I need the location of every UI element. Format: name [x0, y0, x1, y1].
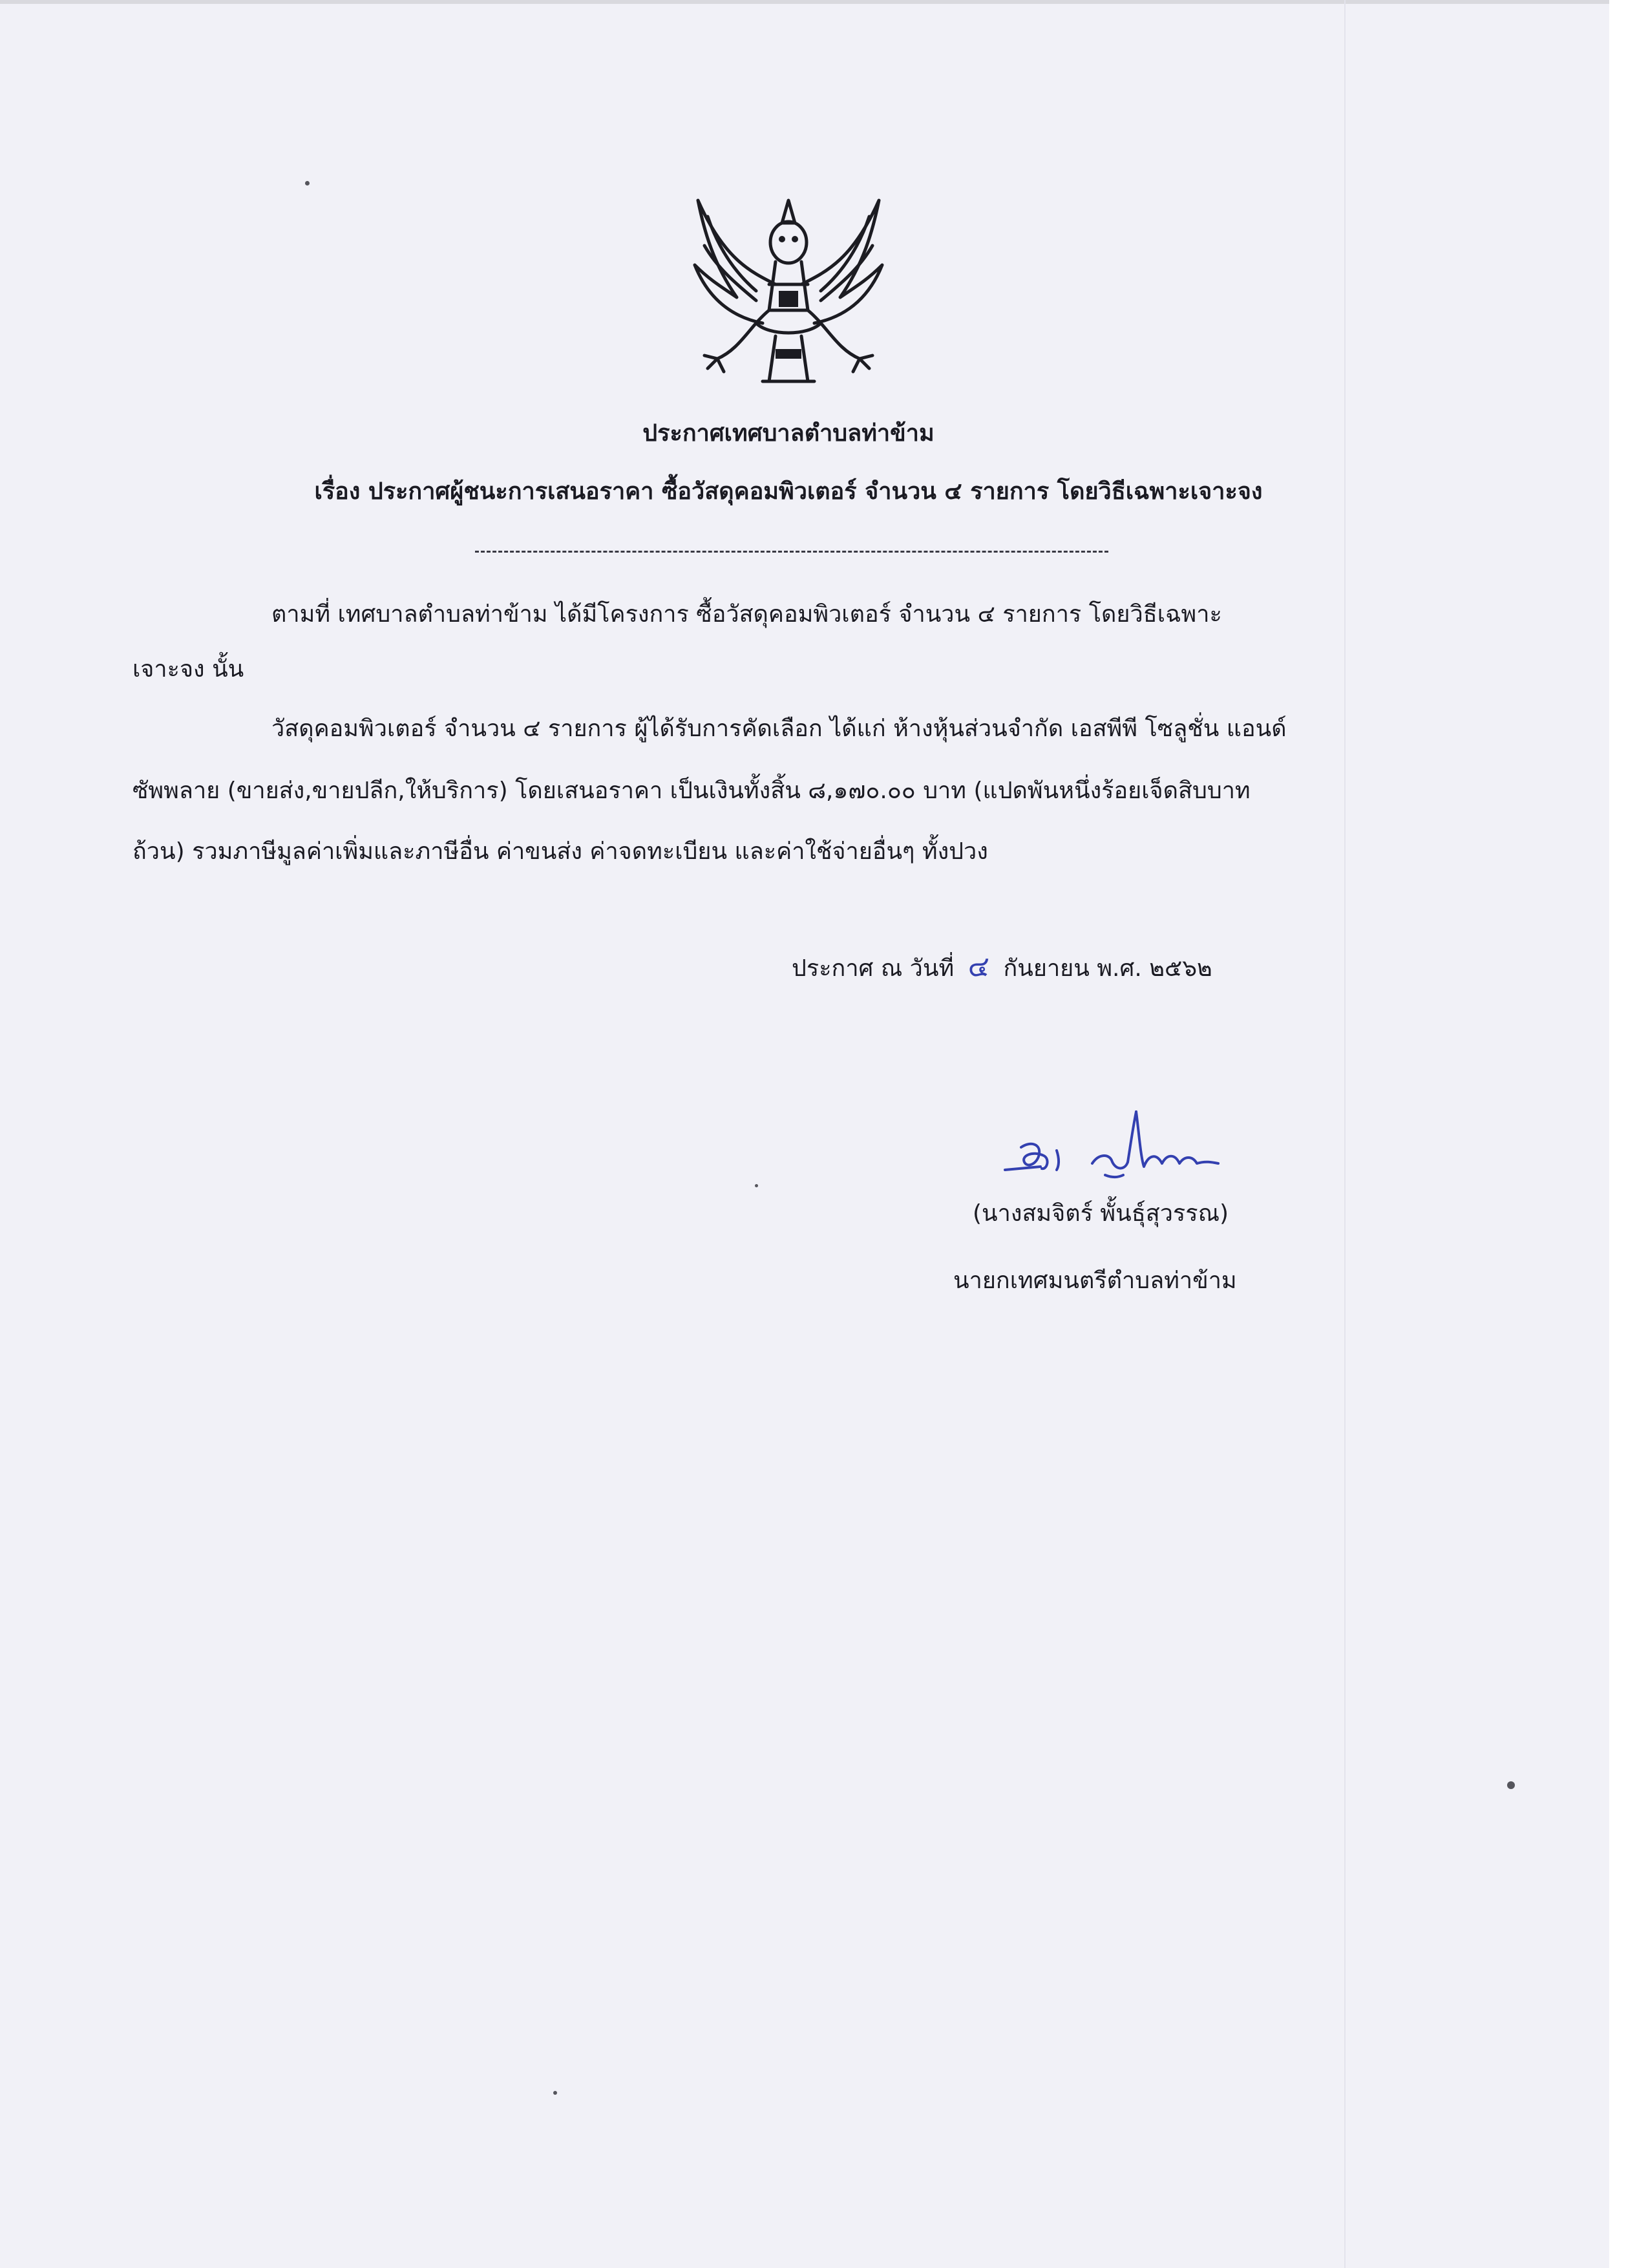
date-prefix: ประกาศ ณ วันที่ [792, 955, 955, 982]
paragraph-1-line-2: เจาะจง นั้น [132, 656, 244, 683]
handwritten-signature [995, 1099, 1241, 1196]
signatory-name: (นางสมจิตร์ พั้นธุ์สุวรรณ) [973, 1200, 1229, 1227]
date-month-year: กันยายน พ.ศ. ๒๕๖๒ [1003, 955, 1212, 982]
paragraph-1-line-1: ตามที่ เทศบาลตำบลท่าข้าม ได้มีโครงการ ซื้อวัสดุคอมพิวเตอร์ จำนวน ๔ รายการ โดยวิธีเฉพาะ [271, 601, 1222, 628]
paragraph-2-line-3: ถ้วน) รวมภาษีมูลค่าเพิ่มและภาษีอื่น ค่าขนส่ง ค่าจดทะเบียน และค่าใช้จ่ายอื่นๆ ทั้งปวง [132, 838, 988, 865]
scan-top-edge [0, 0, 1609, 4]
scan-speck [755, 1184, 758, 1187]
announcement-subject: เรื่อง ประกาศผู้ชนะการเสนอราคา ซื้อวัสดุคอมพิวเตอร์ จำนวน ๔ รายการ โดยวิธีเฉพาะเจาะจง [314, 478, 1263, 505]
scan-speck [305, 181, 310, 185]
date-day: ๔ [967, 950, 989, 983]
announcement-date [792, 950, 1212, 986]
separator-line [475, 551, 1108, 553]
paragraph-2-line-2: ซัพพลาย (ขายส่ง,ขายปลีก,ให้บริการ) โดยเสนอราคา เป็นเงินทั้งสิ้น ๘,๑๗๐.๐๐ บาท (แปดพันหนึ่งร้อยเจ็ดสิบบาท [132, 778, 1251, 804]
signatory-position: นายกเทศมนตรีตำบลท่าข้าม [953, 1267, 1237, 1294]
paper-fold-line [1344, 0, 1346, 2268]
garuda-emblem-icon [679, 187, 898, 407]
paragraph-2-line-1: วัสดุคอมพิวเตอร์ จำนวน ๔ รายการ ผู้ได้รับการคัดเลือก ได้แก่ ห้างหุ้นส่วนจำกัด เอสพีพี โซลูชั่น แอนด์ [271, 715, 1287, 742]
announcement-heading: ประกาศเทศบาลตำบลท่าข้าม [642, 420, 935, 447]
scan-speck [1507, 1781, 1515, 1789]
scan-speck [553, 2091, 557, 2095]
scan-margin [1609, 0, 1648, 2268]
